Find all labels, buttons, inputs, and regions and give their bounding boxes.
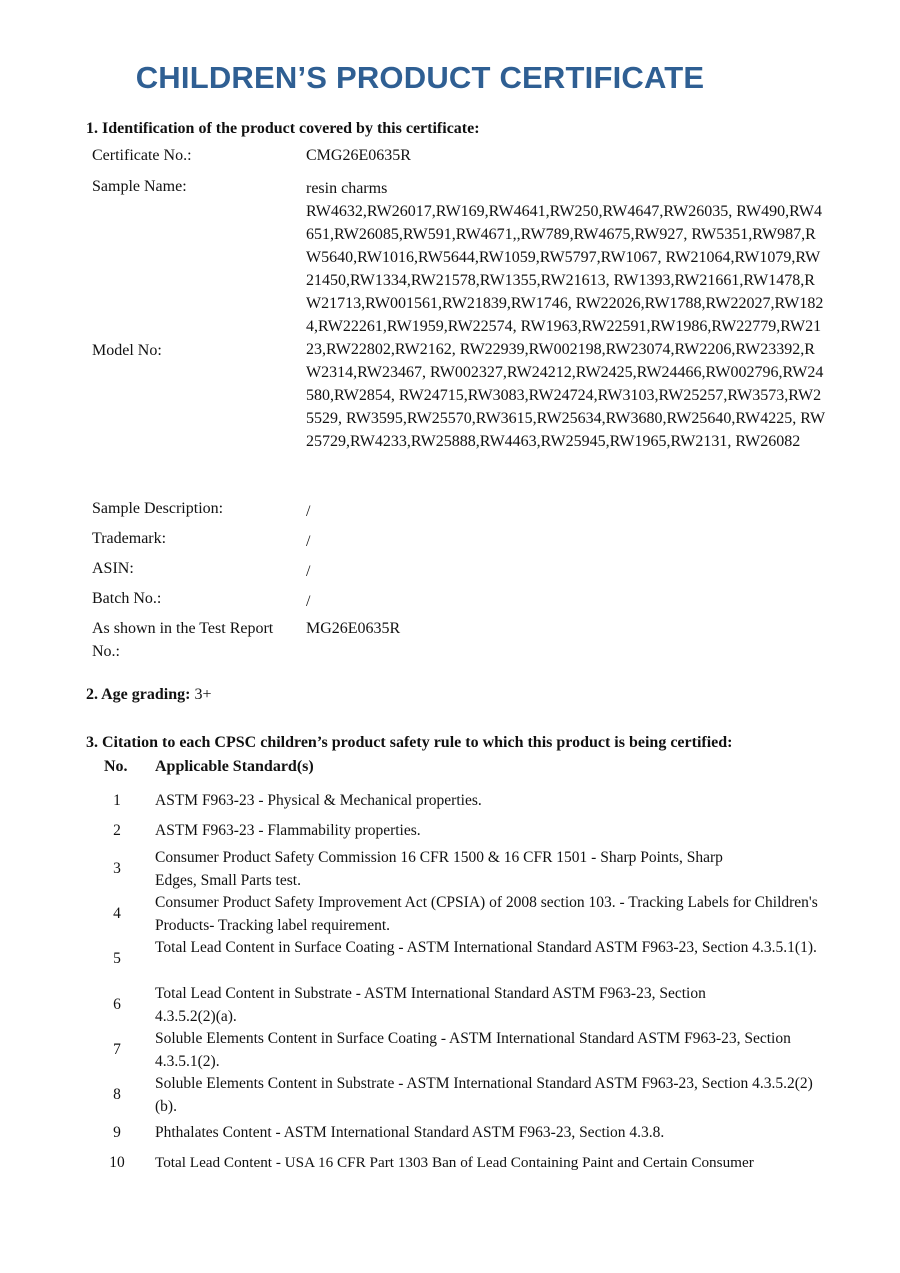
standard-number: 10 (109, 1154, 125, 1171)
standard-text: Consumer Product Safety Commission 16 CFR 1500 & 16 CFR 1501 - Sharp Points, Sharp Edges, Small Parts test. (155, 849, 723, 889)
field-value: CMG26E0635R (306, 147, 411, 164)
field-label: Sample Description: (92, 500, 224, 517)
standard-text: Total Lead Content in Substrate - ASTM International Standard ASTM F963-23, Section 4.3.5.2(2)(a). (155, 985, 706, 1025)
standard-number: 4 (113, 905, 121, 922)
standard-text: ASTM F963-23 - Flammability properties. (155, 822, 421, 839)
standard-text: ASTM F963-23 - Physical & Mechanical properties. (155, 792, 482, 809)
field-label: Sample Name: (92, 178, 187, 195)
field-value: / (306, 593, 311, 610)
standard-text: Total Lead Content - USA 16 CFR Part 1303 Ban of Lead Containing Paint and Certain Consumer (155, 1154, 754, 1171)
section1-heading: 1. Identification of the product covered by this certificate: (86, 120, 480, 137)
section2-heading: 2. Age grading: (86, 686, 191, 703)
standard-number: 7 (113, 1041, 121, 1058)
standard-number: 9 (113, 1124, 121, 1141)
standard-number: 8 (113, 1086, 121, 1103)
standard-text: Consumer Product Safety Improvement Act (CPSIA) of 2008 section 103. - Tracking Labels for Children's Products- Tracking label requirement. (155, 894, 818, 934)
field-label: Certificate No.: (92, 147, 192, 164)
standard-number: 6 (113, 996, 121, 1013)
section2-age-grading (86, 686, 211, 704)
field-label: ASIN: (92, 560, 134, 577)
field-label: Batch No.: (92, 590, 162, 607)
column-header-no: No. (104, 758, 128, 775)
standard-number: 1 (113, 792, 121, 809)
field-value: resin charms (306, 180, 388, 197)
standard-text: Total Lead Content in Surface Coating - ASTM International Standard ASTM F963-23, Section 4.3.5.1(1). (155, 939, 817, 956)
model-number-list: RW4632,RW26017,RW169,RW4641,RW250,RW4647,RW26035, RW490,RW4651,RW26085,RW591,RW4671,,RW789,RW4675,RW927, RW5351,RW987,RW5640,RW1016,RW5644,RW1059,RW5797,RW1067, RW21064,RW1079,RW21450,RW1334,RW21578,RW1355,RW21613, RW1393,RW21661,RW1478,RW21713,RW001561,RW21839,RW1746, RW22026,RW1788,RW22027,RW1824,RW22261,RW1959,RW22574, RW1963,RW22591,RW1986,RW22779,RW2123,RW22802,RW2162, RW22939,RW002198,RW23074,RW2206,RW23392,RW2314,RW23467, RW002327,RW24212,RW2425,RW24466,RW002796,RW24580,RW2854, RW24715,RW3083,RW24724,RW3103,RW25257,RW3573,RW25529, RW3595,RW25570,RW3615,RW25634,RW3680,RW25640,RW4225, RW25729,RW4233,RW25888,RW4463,RW25945,RW1965,RW2131, RW26082 (306, 203, 826, 450)
standard-number: 2 (113, 822, 121, 839)
field-value: / (306, 533, 311, 550)
page-title: CHILDREN’S PRODUCT CERTIFICATE (135, 60, 705, 95)
field-value: / (306, 503, 311, 520)
field-label: As shown in the Test Report No.: (92, 620, 274, 660)
standard-number: 3 (113, 860, 121, 877)
field-label: Model No: (92, 342, 162, 359)
age-grading-value: 3+ (194, 686, 212, 703)
field-value: MG26E0635R (306, 620, 401, 637)
section3-heading: 3. Citation to each CPSC children’s product safety rule to which this product is being certified: (86, 734, 733, 751)
standard-text: Soluble Elements Content in Substrate - ASTM International Standard ASTM F963-23, Section 4.3.5.2(2)(b). (155, 1075, 813, 1115)
standard-text: Soluble Elements Content in Surface Coating - ASTM International Standard ASTM F963-23, Section 4.3.5.1(2). (155, 1030, 791, 1070)
field-value: / (306, 563, 311, 580)
standard-text: Phthalates Content - ASTM International Standard ASTM F963-23, Section 4.3.8. (155, 1124, 665, 1141)
standard-number: 5 (113, 950, 121, 967)
column-header-standard: Applicable Standard(s) (155, 758, 314, 775)
field-label: Trademark: (92, 530, 167, 547)
